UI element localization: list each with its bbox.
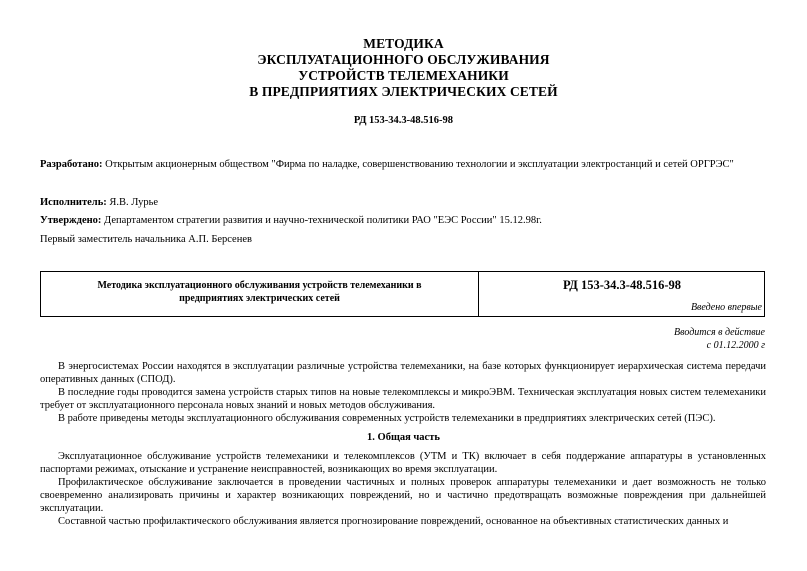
effective-line-2: с 01.12.2000 г [706, 340, 765, 351]
header-title-line-2: предприятиях электрических сетей [179, 293, 340, 304]
section-heading: 1. Общая часть [367, 432, 440, 443]
header-table-note: Введено впервые [690, 302, 762, 313]
effective-date [674, 326, 765, 352]
general-section [40, 450, 766, 528]
developed-label: Разработано: [40, 159, 103, 170]
document-code: РД 153-34.3-48.516-98 [353, 115, 454, 126]
intro-paragraph-1: В энергосистемах России находятся в эксплуатации различные устройства телемеханики, на базе которых функционирует иерархическая система передачи оперативных данных (СПОД). [40, 361, 766, 385]
title-line-1: МЕТОДИКА [363, 36, 444, 51]
approved-text: Департаментом стратегии развития и научно-технической политики РАО "ЕЭС России" 15.12.98г. [101, 215, 542, 226]
section-paragraph-1: Эксплуатационное обслуживание устройств телемеханики и телекомплексов (УТМ и ТК) включает в себя поддержание аппаратуры в установленных паспортами режимах, отыскание и устранение неисправностей, возникающих во время эксплуатации. [40, 451, 766, 475]
document-title [0, 36, 807, 100]
executor-text: Я.В. Лурье [106, 197, 159, 208]
executor [40, 196, 766, 209]
header-title-line-1: Методика эксплуатационного обслуживания устройств телемеханики в [97, 280, 422, 291]
executor-label: Исполнитель: [40, 197, 107, 208]
header-table-title [41, 272, 479, 316]
document-header-table [40, 271, 765, 317]
intro-paragraph-3: В работе приведены методы эксплуатационного обслуживания современных устройств телемеханики в предприятиях электрических сетей (ПЭС). [58, 413, 716, 424]
deputy-line: Первый заместитель начальника А.П. Берсенев [40, 234, 252, 245]
section-paragraph-2: Профилактическое обслуживание заключается в проведении частичных и полных проверок аппаратуры телемеханики и дает возможность не только своевременно анализировать причины и характер возникающих повреждений, но и частично предотвращать возможные повреждения при дальнейшей эксплуатации. [40, 477, 766, 514]
approved-label: Утверждено: [40, 215, 102, 226]
developed-by [40, 158, 766, 171]
intro-section [40, 360, 766, 425]
section-paragraph-3: Составной частью профилактического обслуживания является прогнозирование повреждений, основанное на объективных статистических данных и [58, 516, 729, 527]
header-table-code: РД 153-34.3-48.516-98 [562, 278, 681, 292]
approved-by [40, 214, 766, 227]
title-line-4: В ПРЕДПРИЯТИЯХ ЭЛЕКТРИЧЕСКИХ СЕТЕЙ [249, 84, 558, 99]
title-line-2: ЭКСПЛУАТАЦИОННОГО ОБСЛУЖИВАНИЯ [257, 52, 550, 67]
intro-paragraph-2: В последние годы проводится замена устройств старых типов на новые телекомплексы и микроЭВМ. Техническая эксплуатация новых систем телемеханики требует от эксплуатационного персонала новых знаний и новых методов обслуживания. [40, 387, 766, 411]
developed-text: Открытым акционерным обществом "Фирма по наладке, совершенствованию технологии и эксплуатации электростанций и сетей ОРГРЭС" [102, 159, 734, 170]
title-line-3: УСТРОЙСТВ ТЕЛЕМЕХАНИКИ [298, 68, 509, 83]
effective-line-1: Вводится в действие [674, 327, 765, 338]
